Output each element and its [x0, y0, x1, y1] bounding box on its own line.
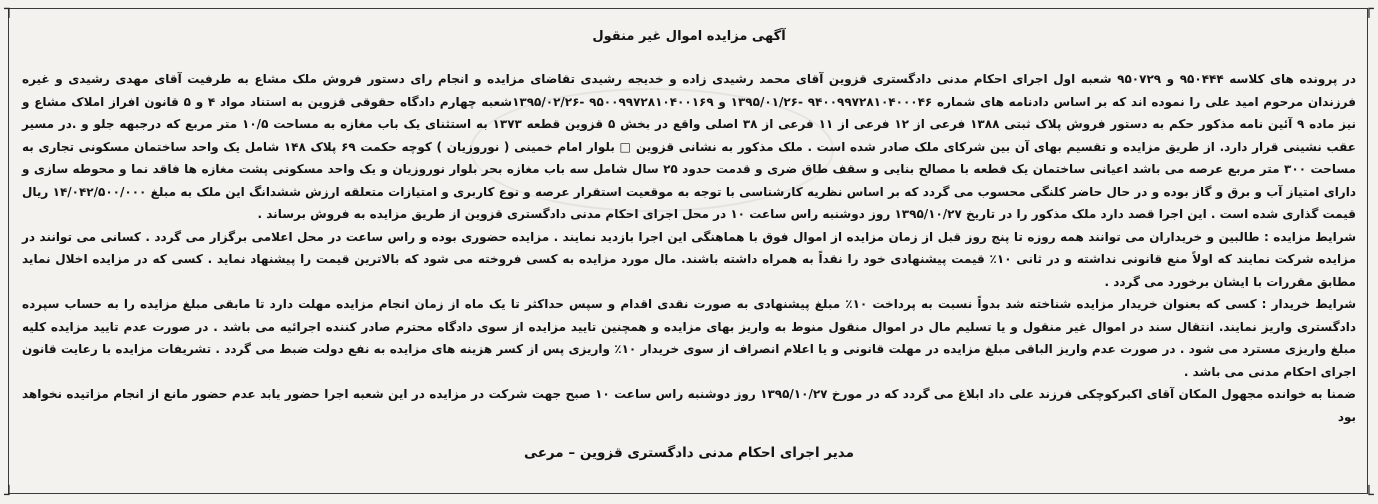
notice-document: [18, 22, 1360, 488]
corner-bracket-icon: └: [1364, 485, 1374, 504]
notice-paragraph-auction-terms: شرایط مزایده : طالبین و خریداران می توانند همه روزه تا پنج روز قبل از زمان مزایده از اموال فوق با هماهنگی این اجرا بازدید نمایند . مزایده حضوری بوده و راس ساعت در محل اعلامی برگزار می گردد . کسانی می توانند در مزایده شرکت نمایند که اولاً منع قانونی نداشته و در ثانی ۱۰٪ قیمت پیشنهادی خود را نقداً به همراه داشته باشند. مال مورد مزایده به کسی فروخته می شود که بالاترین قیمت را پیشنهاد نماید . کسی که در مزایده اخلال نماید مطابق مقررات با ایشان برخورد می گردد .: [22, 229, 1357, 289]
notice-paragraph-property: در پرونده های کلاسه ۹۵۰۴۴۴ و ۹۵۰۷۲۹ شعبه اول اجرای احکام مدنی دادگستری قزوین آقای محمد رشیدی زاده و خدیجه رشیدی تقاضای مزایده و انجام رای دستور فروش ملک مشاع به طرفیت آقای مهدی رشیدی و غیره فرزندان مرحوم امید علی را نموده اند که بر اساس دادنامه های شماره ۹۴۰۰۹۹۷۲۸۱۰۴۰۰۰۴۶ -۱۳۹۵/۰۱/۲۶ و ۹۵۰۰۹۹۷۲۸۱۰۴۰۰۱۶۹ -۱۳۹۵/۰۲/۲۶شعبه چهارم دادگاه حقوقی قزوین به استناد مواد ۴ و ۵ قانون افراز املاک مشاع و نیز ماده ۹ آئین نامه مذکور حکم به دستور فروش پلاک ثبتی ۱۳۸۸ فرعی از ۱۲ فرعی از ۱۱ فرعی از ۳۸ اصلی واقع در بخش ۵ قزوین قطعه ۱۳۷۳ به استثنای یک باب مغازه به مساحت ۱۰/۵ متر مربع که درجبهه جلو و .در مسیر عقب نشینی قرار دارد. از طریق مزایده و تقسیم بهای آن بین شرکای ملک صادر شده است . ملک مذکور به نشانی قزوین □ بلوار امام خمینی ( نوروزیان ) کوچه حکمت ۶۹ پلاک ۱۴۸ شامل یک واحد ساختمان مسکونی تجاری به مساحت ۳۰۰ متر مربع عرصه می باشد اعیانی ساختمان یک قطعه با مصالح بنایی و سقف طاق ضری و قدمت حدود ۲۵ سال شامل سه باب مغازه بحر بلوار نوروزیان و یک واحد مسکونی پشت مغازه ها فاقد نما و محوطه سازی و دارای امتیاز آب و برق و گاز بوده و در حال حاضر کلنگی محسوب می گردد که بر اساس نظریه کارشناسی با توجه به موقعیت استقرار عرصه و نوع کاربری و امتیازات متعلقه ارزش ششدانگ این ملک به مبلغ ۱۴/۰۴۲/۵۰۰/۰۰۰ ریال قیمت گذاری شده است . این اجرا قصد دارد ملک مذکور را در تاریخ ۱۳۹۵/۱۰/۲۷ روز دوشنبه راس ساعت ۱۰ در محل اجرای احکام مدنی دادگستری قزوین از طریق مزایده به فروش برساند .: [22, 72, 1357, 221]
notice-signature: مدیر اجرای احکام مدنی دادگستری قزوین – مرعی: [524, 445, 854, 461]
corner-bracket-icon: ┌: [1364, 0, 1374, 18]
corner-bracket-icon: ┘: [4, 485, 14, 504]
notice-paragraph-summons: ضمنا به خوانده مجهول المکان آقای اکبرکوچکی فرزند علی داد ابلاغ می گردد که در مورخ ۱۳۹۵/۱۰/۲۷ روز دوشنبه راس ساعت ۱۰ صبح جهت شرکت در مزایده در این شعبه اجرا حضور یابد عدم حضور مانع از انجام مزاتیده نخواهد بود: [22, 387, 1356, 424]
corner-bracket-icon: ┐: [4, 0, 14, 18]
notice-title: آگهی مزایده اموال غیر منقول: [592, 29, 786, 44]
notice-paragraph-buyer-terms: شرایط خریدار : کسی که بعنوان خریدار مزایده شناخته شد بدواً نسبت به پرداخت ۱۰٪ مبلغ پیشنهادی به صورت نقدی اقدام و سپس حداکثر تا یک ماه از زمان انجام مزایده مهلت دارد تا مابقی مبلغ مزایده را به حساب سپرده دادگستری واریز نمایند. انتقال سند در اموال غیر منقول و یا تسلیم مال در اموال منقول منوط به واریز بهای مزایده و همچنین تایید مزایده از سوی دادگاه محترم صادر کننده اجرائیه می باشد . در صورت عدم تایید مزایده کلیه مبلغ واریزی مسترد می شود . در صورت عدم واریز الباقی مبلغ مزایده در مهلت قانونی و یا اعلام انصراف از سوی خریدار ۱۰٪ واریزی پس از کسر هزینه های مزایده به نفع دولت ضبط می گردد . تشریفات مزایده با رعایت قانون اجرای احکام مدنی می باشد .: [22, 297, 1356, 379]
